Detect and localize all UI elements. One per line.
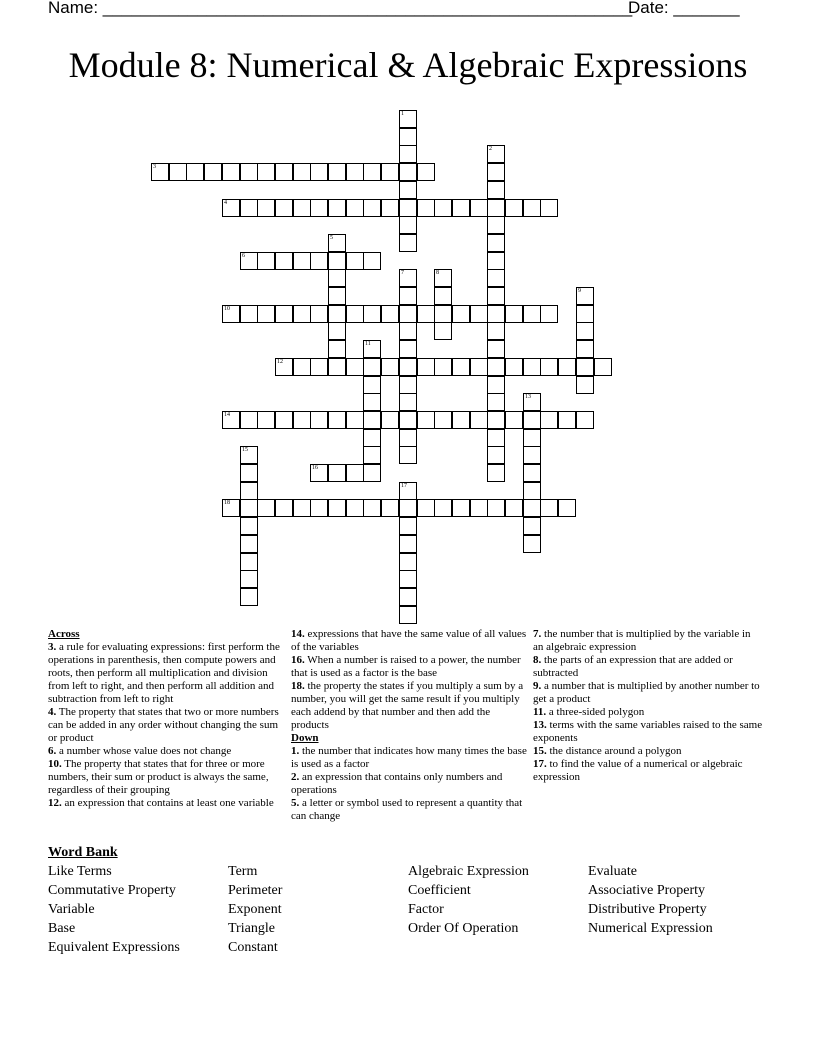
crossword-cell[interactable] bbox=[240, 535, 258, 553]
clue-number: 16 bbox=[312, 465, 318, 471]
down-clue bbox=[291, 771, 527, 797]
crossword-cell[interactable] bbox=[240, 446, 258, 464]
crossword-cell[interactable] bbox=[257, 305, 275, 323]
clue-text: the number that indicates how many times the base is used as a factor bbox=[291, 745, 527, 770]
crossword-cell[interactable] bbox=[417, 499, 435, 517]
crossword-cell[interactable] bbox=[363, 429, 381, 447]
word-bank-item: Base bbox=[48, 921, 76, 936]
crossword-cell[interactable] bbox=[523, 393, 541, 411]
clue-number-label: 11. bbox=[533, 706, 547, 718]
crossword-cell[interactable] bbox=[452, 358, 470, 376]
clue-number-label: 15. bbox=[533, 745, 547, 757]
crossword-cell[interactable] bbox=[540, 499, 558, 517]
crossword-cell[interactable] bbox=[487, 358, 505, 376]
crossword-cell[interactable] bbox=[363, 393, 381, 411]
crossword-cell[interactable] bbox=[487, 287, 505, 305]
crossword-cell[interactable] bbox=[576, 376, 594, 394]
crossword-cell[interactable] bbox=[363, 376, 381, 394]
word-bank-title: Word Bank bbox=[48, 845, 118, 860]
across-clue-list bbox=[48, 641, 283, 810]
crossword-cell[interactable] bbox=[310, 358, 328, 376]
crossword-cell[interactable] bbox=[346, 199, 364, 217]
crossword-cell[interactable] bbox=[399, 181, 417, 199]
clue-number: 3 bbox=[153, 164, 156, 170]
crossword-cell[interactable] bbox=[399, 376, 417, 394]
crossword-cell[interactable] bbox=[523, 429, 541, 447]
crossword-cell[interactable] bbox=[505, 305, 523, 323]
word-bank-item: Distributive Property bbox=[588, 902, 707, 917]
crossword-cell[interactable] bbox=[257, 252, 275, 270]
clue-text: a number whose value does not change bbox=[56, 745, 232, 757]
clue-number: 15 bbox=[242, 447, 248, 453]
crossword-cell[interactable] bbox=[434, 322, 452, 340]
crossword-cell[interactable] bbox=[399, 358, 417, 376]
crossword-cell[interactable] bbox=[293, 305, 311, 323]
clue-text: a three-sided polygon bbox=[546, 706, 645, 718]
down-clue bbox=[291, 797, 527, 823]
crossword-cell[interactable] bbox=[240, 163, 258, 181]
crossword-cell[interactable] bbox=[275, 499, 293, 517]
crossword-cell[interactable] bbox=[470, 411, 488, 429]
word-bank-item: Evaluate bbox=[588, 864, 637, 879]
crossword-cell[interactable] bbox=[434, 305, 452, 323]
crossword-cell[interactable] bbox=[576, 358, 594, 376]
crossword-cell[interactable] bbox=[222, 305, 240, 323]
crossword-cell[interactable] bbox=[470, 499, 488, 517]
crossword-cell[interactable] bbox=[523, 411, 541, 429]
crossword-cell[interactable] bbox=[487, 376, 505, 394]
crossword-cell[interactable] bbox=[576, 322, 594, 340]
crossword-cell[interactable] bbox=[381, 199, 399, 217]
name-field[interactable]: Name: ________________________________________________________ bbox=[48, 0, 633, 17]
crossword-cell[interactable] bbox=[151, 163, 169, 181]
crossword-cell[interactable] bbox=[434, 499, 452, 517]
crossword-cell[interactable] bbox=[434, 269, 452, 287]
crossword-cell[interactable] bbox=[240, 517, 258, 535]
crossword-cell[interactable] bbox=[399, 517, 417, 535]
crossword-cell[interactable] bbox=[487, 429, 505, 447]
clue-number-label: 4. bbox=[48, 706, 57, 718]
crossword-cell[interactable] bbox=[275, 358, 293, 376]
crossword-cell[interactable] bbox=[275, 252, 293, 270]
crossword-cell[interactable] bbox=[399, 287, 417, 305]
crossword-cell[interactable] bbox=[240, 588, 258, 606]
date-field[interactable]: Date: _______ bbox=[628, 0, 740, 17]
crossword-cell[interactable] bbox=[363, 252, 381, 270]
crossword-cell[interactable] bbox=[399, 199, 417, 217]
page-title: Module 8: Numerical & Algebraic Expressions bbox=[68, 45, 748, 85]
crossword-cell[interactable] bbox=[240, 199, 258, 217]
clue-number-label: 12. bbox=[48, 797, 62, 809]
crossword-cell[interactable] bbox=[523, 482, 541, 500]
crossword-cell[interactable] bbox=[363, 199, 381, 217]
crossword-cell[interactable] bbox=[363, 163, 381, 181]
crossword-cell[interactable] bbox=[328, 234, 346, 252]
across-clue bbox=[291, 628, 527, 654]
down-clue bbox=[533, 758, 763, 784]
crossword-cell[interactable] bbox=[328, 199, 346, 217]
crossword-cell[interactable] bbox=[240, 499, 258, 517]
crossword-cell[interactable] bbox=[505, 358, 523, 376]
crossword-cell[interactable] bbox=[346, 305, 364, 323]
crossword-cell[interactable] bbox=[576, 287, 594, 305]
word-bank-item: Commutative Property bbox=[48, 883, 176, 898]
crossword-cell[interactable] bbox=[399, 145, 417, 163]
crossword-cell[interactable] bbox=[381, 499, 399, 517]
crossword-cell[interactable] bbox=[310, 163, 328, 181]
crossword-cell[interactable] bbox=[399, 553, 417, 571]
crossword-cell[interactable] bbox=[399, 305, 417, 323]
crossword-cell[interactable] bbox=[399, 411, 417, 429]
crossword-cell[interactable] bbox=[346, 411, 364, 429]
crossword-cell[interactable] bbox=[381, 163, 399, 181]
clues-column-2 bbox=[291, 628, 527, 823]
clue-text: the parts of an expression that are added or subtracted bbox=[533, 654, 733, 679]
across-clue bbox=[291, 654, 527, 680]
crossword-cell[interactable] bbox=[222, 199, 240, 217]
word-bank-item: Order Of Operation bbox=[408, 921, 519, 936]
crossword-cell[interactable] bbox=[399, 446, 417, 464]
crossword-cell[interactable] bbox=[487, 252, 505, 270]
crossword-cell[interactable] bbox=[576, 305, 594, 323]
crossword-cell[interactable] bbox=[328, 464, 346, 482]
crossword-cell[interactable] bbox=[275, 163, 293, 181]
clue-text: an expression that contains at least one variable bbox=[61, 797, 274, 809]
crossword-cell[interactable] bbox=[417, 411, 435, 429]
crossword-cell[interactable] bbox=[399, 128, 417, 146]
down-clue bbox=[533, 628, 763, 654]
across-clue bbox=[48, 758, 283, 797]
crossword-cell[interactable] bbox=[434, 411, 452, 429]
clues-column-3 bbox=[533, 628, 763, 784]
clue-text: to find the value of a numerical or algebraic expression bbox=[533, 758, 743, 783]
word-bank-item: Coefficient bbox=[408, 883, 471, 898]
crossword-cell[interactable] bbox=[240, 570, 258, 588]
clue-number-label: 8. bbox=[533, 654, 542, 666]
crossword-cell[interactable] bbox=[505, 199, 523, 217]
crossword-cell[interactable] bbox=[293, 358, 311, 376]
crossword-cell[interactable] bbox=[558, 499, 576, 517]
crossword-cell[interactable] bbox=[293, 163, 311, 181]
crossword-cell[interactable] bbox=[240, 411, 258, 429]
crossword-cell[interactable] bbox=[399, 606, 417, 624]
crossword-cell[interactable] bbox=[558, 358, 576, 376]
word-bank-item: Exponent bbox=[228, 902, 282, 917]
crossword-cell[interactable] bbox=[487, 464, 505, 482]
crossword-cell[interactable] bbox=[257, 163, 275, 181]
crossword-cell[interactable] bbox=[399, 393, 417, 411]
crossword-cell[interactable] bbox=[487, 393, 505, 411]
crossword-cell[interactable] bbox=[523, 499, 541, 517]
clue-text: The property that states that two or more numbers can be added in any order without changing the sum or product bbox=[48, 706, 279, 744]
crossword-cell[interactable] bbox=[293, 411, 311, 429]
crossword-cell[interactable] bbox=[346, 499, 364, 517]
crossword-cell[interactable] bbox=[487, 499, 505, 517]
crossword-cell[interactable] bbox=[222, 499, 240, 517]
crossword-cell[interactable] bbox=[310, 305, 328, 323]
clue-number-label: 2. bbox=[291, 771, 300, 783]
crossword-cell[interactable] bbox=[310, 499, 328, 517]
clue-number: 17 bbox=[401, 483, 407, 489]
crossword-cell[interactable] bbox=[363, 499, 381, 517]
clue-text: The property that states that for three or more numbers, their sum or product is always the same, regardless of their grouping bbox=[48, 758, 269, 796]
crossword-cell[interactable] bbox=[470, 358, 488, 376]
clue-number: 11 bbox=[365, 341, 371, 347]
clue-number-label: 10. bbox=[48, 758, 62, 770]
across-heading: Across bbox=[48, 628, 80, 640]
crossword-cell[interactable] bbox=[240, 553, 258, 571]
crossword-cell[interactable] bbox=[363, 464, 381, 482]
down-clue bbox=[533, 680, 763, 706]
word-bank-item: Constant bbox=[228, 940, 278, 955]
clue-number: 14 bbox=[224, 412, 230, 418]
crossword-cell[interactable] bbox=[310, 411, 328, 429]
word-bank-item: Algebraic Expression bbox=[408, 864, 529, 879]
crossword-cell[interactable] bbox=[399, 482, 417, 500]
crossword-cell[interactable] bbox=[523, 358, 541, 376]
clue-number: 18 bbox=[224, 500, 230, 506]
crossword-cell[interactable] bbox=[363, 411, 381, 429]
crossword-cell[interactable] bbox=[487, 411, 505, 429]
word-bank-item: Factor bbox=[408, 902, 444, 917]
clues-column-1 bbox=[48, 628, 283, 810]
clue-number: 1 bbox=[401, 111, 404, 117]
crossword-cell[interactable] bbox=[452, 305, 470, 323]
crossword-cell[interactable] bbox=[399, 163, 417, 181]
crossword-cell[interactable] bbox=[328, 269, 346, 287]
crossword-cell[interactable] bbox=[169, 163, 187, 181]
crossword-cell[interactable] bbox=[399, 429, 417, 447]
crossword-cell[interactable] bbox=[487, 181, 505, 199]
crossword-cell[interactable] bbox=[399, 535, 417, 553]
crossword-cell[interactable] bbox=[399, 340, 417, 358]
crossword-cell[interactable] bbox=[346, 464, 364, 482]
clue-number-label: 16. bbox=[291, 654, 305, 666]
down-clue bbox=[533, 719, 763, 745]
crossword-cell[interactable] bbox=[363, 446, 381, 464]
clue-text: the property the states if you multiply a sum by a number, you will get the same result if you multiply each addend by that number and then add the products bbox=[291, 680, 524, 731]
across-clue-list-cont bbox=[291, 628, 527, 732]
crossword-cell[interactable] bbox=[576, 340, 594, 358]
clue-number-label: 5. bbox=[291, 797, 300, 809]
crossword-cell[interactable] bbox=[434, 199, 452, 217]
clue-text: the number that is multiplied by the variable in an algebraic expression bbox=[533, 628, 751, 653]
word-bank-item: Triangle bbox=[228, 921, 275, 936]
crossword-cell[interactable] bbox=[487, 322, 505, 340]
clue-number: 2 bbox=[489, 146, 492, 152]
crossword-cell[interactable] bbox=[257, 199, 275, 217]
crossword-cell[interactable] bbox=[346, 252, 364, 270]
crossword-cell[interactable] bbox=[452, 199, 470, 217]
down-clue bbox=[533, 745, 763, 758]
crossword-cell[interactable] bbox=[399, 570, 417, 588]
crossword-cell[interactable] bbox=[523, 446, 541, 464]
crossword-cell[interactable] bbox=[523, 535, 541, 553]
crossword-cell[interactable] bbox=[310, 199, 328, 217]
crossword-cell[interactable] bbox=[576, 411, 594, 429]
crossword-cell[interactable] bbox=[346, 358, 364, 376]
crossword-cell[interactable] bbox=[505, 499, 523, 517]
crossword-cell[interactable] bbox=[470, 305, 488, 323]
crossword-cell[interactable] bbox=[417, 163, 435, 181]
crossword-cell[interactable] bbox=[487, 269, 505, 287]
crossword-cell[interactable] bbox=[487, 234, 505, 252]
clue-number: 8 bbox=[436, 270, 439, 276]
crossword-cell[interactable] bbox=[399, 322, 417, 340]
crossword-cell[interactable] bbox=[417, 305, 435, 323]
crossword-cell[interactable] bbox=[558, 411, 576, 429]
crossword-cell[interactable] bbox=[434, 287, 452, 305]
crossword-cell[interactable] bbox=[417, 358, 435, 376]
crossword-cell[interactable] bbox=[399, 269, 417, 287]
word-bank-item: Numerical Expression bbox=[588, 921, 713, 936]
clue-text: a number that is multiplied by another number to get a product bbox=[533, 680, 760, 705]
crossword-cell[interactable] bbox=[487, 305, 505, 323]
clue-text: expressions that have the same value of all values of the variables bbox=[291, 628, 527, 653]
word-bank-item: Perimeter bbox=[228, 883, 283, 898]
crossword-cell[interactable] bbox=[470, 199, 488, 217]
crossword-cell[interactable] bbox=[222, 411, 240, 429]
crossword-cell[interactable] bbox=[328, 287, 346, 305]
word-bank-item: Variable bbox=[48, 902, 95, 917]
crossword-cell[interactable] bbox=[381, 305, 399, 323]
crossword-cell[interactable] bbox=[523, 517, 541, 535]
crossword-cell[interactable] bbox=[452, 499, 470, 517]
crossword-cell[interactable] bbox=[293, 199, 311, 217]
clue-number: 7 bbox=[401, 270, 404, 276]
crossword-cell[interactable] bbox=[363, 340, 381, 358]
crossword-cell[interactable] bbox=[487, 145, 505, 163]
crossword-cell[interactable] bbox=[417, 199, 435, 217]
crossword-cell[interactable] bbox=[540, 199, 558, 217]
crossword-cell[interactable] bbox=[328, 358, 346, 376]
word-bank-item: Equivalent Expressions bbox=[48, 940, 180, 955]
down-heading: Down bbox=[291, 732, 319, 744]
crossword-cell[interactable] bbox=[487, 216, 505, 234]
word-bank-item: Like Terms bbox=[48, 864, 112, 879]
clue-number-label: 13. bbox=[533, 719, 547, 731]
crossword-cell[interactable] bbox=[328, 322, 346, 340]
crossword-cell[interactable] bbox=[540, 411, 558, 429]
across-clue bbox=[48, 745, 283, 758]
crossword-cell[interactable] bbox=[540, 358, 558, 376]
crossword-cell[interactable] bbox=[540, 305, 558, 323]
word-bank-item: Term bbox=[228, 864, 258, 879]
crossword-cell[interactable] bbox=[240, 305, 258, 323]
clue-number-label: 17. bbox=[533, 758, 547, 770]
crossword-cell[interactable] bbox=[257, 499, 275, 517]
crossword-cell[interactable] bbox=[328, 163, 346, 181]
crossword-cell[interactable] bbox=[222, 163, 240, 181]
down-clue bbox=[533, 706, 763, 719]
crossword-cell[interactable] bbox=[399, 216, 417, 234]
crossword-cell[interactable] bbox=[293, 252, 311, 270]
clue-number: 10 bbox=[224, 306, 230, 312]
clue-number: 4 bbox=[224, 200, 227, 206]
down-clue bbox=[291, 745, 527, 771]
crossword-cell[interactable] bbox=[275, 411, 293, 429]
crossword-cell[interactable] bbox=[399, 110, 417, 128]
crossword-cell[interactable] bbox=[328, 340, 346, 358]
clue-text: the distance around a polygon bbox=[546, 745, 682, 757]
clue-number: 12 bbox=[277, 359, 283, 365]
crossword-cell[interactable] bbox=[381, 411, 399, 429]
crossword-cell[interactable] bbox=[240, 252, 258, 270]
crossword-cell[interactable] bbox=[434, 358, 452, 376]
crossword-cell[interactable] bbox=[363, 305, 381, 323]
crossword-cell[interactable] bbox=[328, 305, 346, 323]
crossword-cell[interactable] bbox=[487, 340, 505, 358]
down-clue-list-cont bbox=[533, 628, 763, 784]
crossword-cell[interactable] bbox=[328, 411, 346, 429]
crossword-cell[interactable] bbox=[240, 482, 258, 500]
across-clue bbox=[48, 797, 283, 810]
crossword-cell[interactable] bbox=[399, 499, 417, 517]
clue-number: 9 bbox=[578, 288, 581, 294]
clue-number-label: 14. bbox=[291, 628, 305, 640]
down-clue-list bbox=[291, 745, 527, 823]
clue-number-label: 18. bbox=[291, 680, 305, 692]
clue-number: 13 bbox=[525, 394, 531, 400]
across-clue bbox=[291, 680, 527, 732]
clue-text: an expression that contains only numbers and operations bbox=[291, 771, 503, 796]
crossword-cell[interactable] bbox=[310, 464, 328, 482]
clue-number-label: 9. bbox=[533, 680, 542, 692]
clue-number: 5 bbox=[330, 235, 333, 241]
crossword-cell[interactable] bbox=[594, 358, 612, 376]
clue-number-label: 6. bbox=[48, 745, 57, 757]
crossword-cell[interactable] bbox=[275, 199, 293, 217]
across-clue bbox=[48, 641, 283, 706]
crossword-cell[interactable] bbox=[204, 163, 222, 181]
crossword-cell[interactable] bbox=[487, 163, 505, 181]
crossword-cell[interactable] bbox=[328, 252, 346, 270]
clue-text: a letter or symbol used to represent a quantity that can change bbox=[291, 797, 523, 822]
crossword-cell[interactable] bbox=[505, 411, 523, 429]
clue-number-label: 7. bbox=[533, 628, 542, 640]
crossword-cell[interactable] bbox=[523, 305, 541, 323]
clue-text: terms with the same variables raised to the same exponents bbox=[533, 719, 763, 744]
crossword-cell[interactable] bbox=[346, 163, 364, 181]
crossword-cell[interactable] bbox=[487, 199, 505, 217]
crossword-cell[interactable] bbox=[487, 446, 505, 464]
crossword-cell[interactable] bbox=[399, 588, 417, 606]
crossword-cell[interactable] bbox=[399, 234, 417, 252]
crossword-cell[interactable] bbox=[452, 411, 470, 429]
crossword-cell[interactable] bbox=[310, 252, 328, 270]
crossword-cell[interactable] bbox=[240, 464, 258, 482]
crossword-cell[interactable] bbox=[186, 163, 204, 181]
crossword-cell[interactable] bbox=[328, 499, 346, 517]
down-clue bbox=[533, 654, 763, 680]
crossword-cell[interactable] bbox=[257, 411, 275, 429]
crossword-cell[interactable] bbox=[381, 358, 399, 376]
across-clue bbox=[48, 706, 283, 745]
clue-text: a rule for evaluating expressions: first perform the operations in parenthesis, then compute powers and roots, then perform all multiplication and division from left to right, and then perform all addition and subtraction from left to right bbox=[48, 641, 280, 705]
clue-text: When a number is raised to a power, the number that is used as a factor is the base bbox=[291, 654, 521, 679]
crossword-cell[interactable] bbox=[293, 499, 311, 517]
crossword-cell[interactable] bbox=[275, 305, 293, 323]
crossword-cell[interactable] bbox=[363, 358, 381, 376]
crossword-cell[interactable] bbox=[523, 464, 541, 482]
clue-number-label: 1. bbox=[291, 745, 300, 757]
word-bank-item: Associative Property bbox=[588, 883, 706, 898]
clue-number: 6 bbox=[242, 253, 245, 259]
crossword-cell[interactable] bbox=[523, 199, 541, 217]
clue-number-label: 3. bbox=[48, 641, 57, 653]
